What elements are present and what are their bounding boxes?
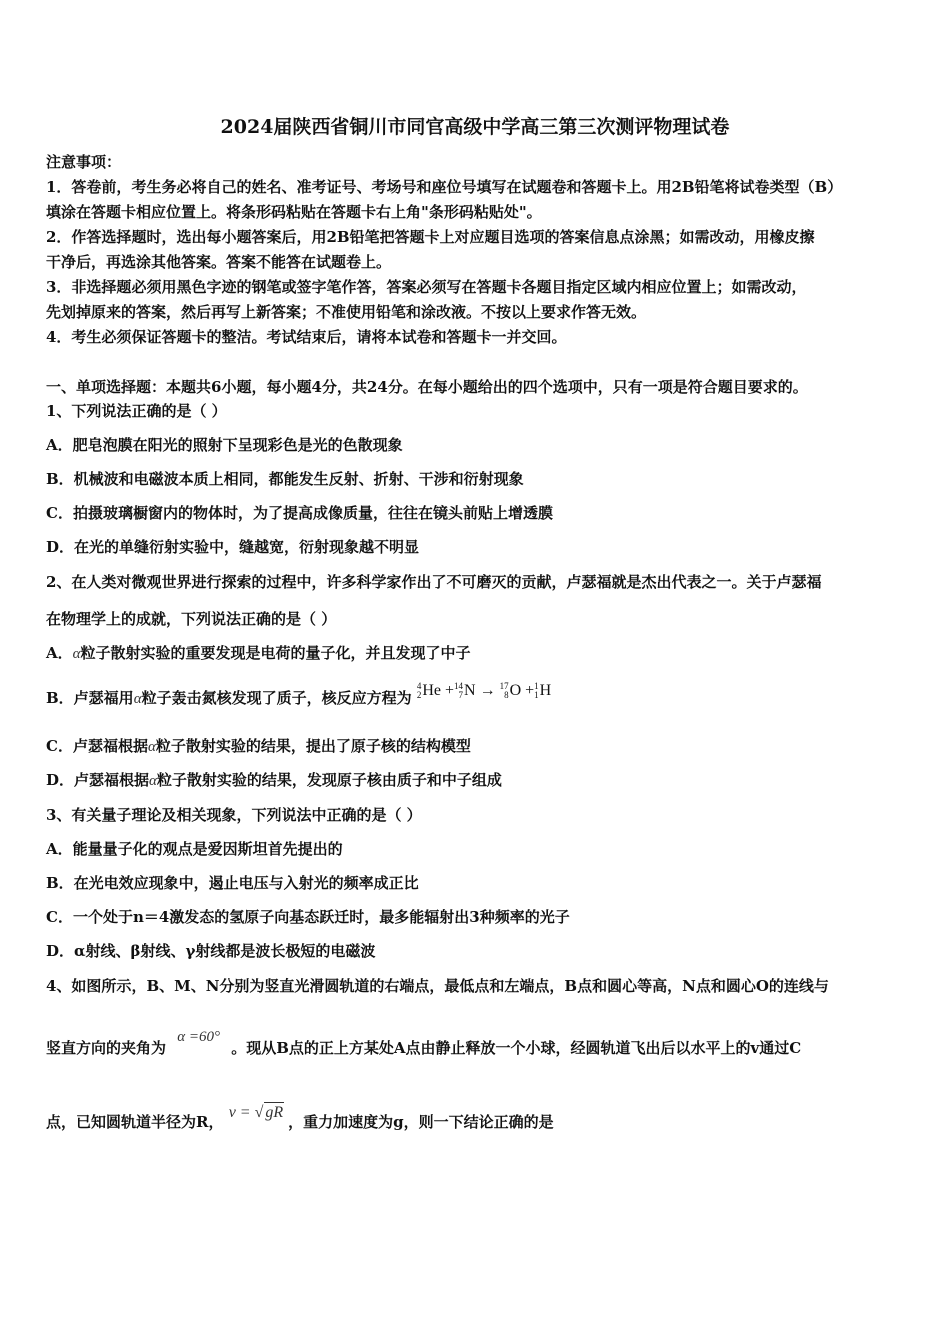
question-2-option-a: A．α粒子散射实验的重要发现是电荷的量子化，并且发现了中子 (46, 644, 471, 662)
velocity-formula: v = √ gR (228, 1104, 284, 1121)
question-3-option-d: D．α射线、β射线、γ射线都是波长极短的电磁波 (46, 942, 376, 960)
question-2-option-b: B．卢瑟福用α粒子轰击氮核发现了质子，核反应方程为 4 2 He + 14 7 N → 17 8 O + 1 1 H (46, 681, 552, 707)
question-3-stem: 3、有关量子理论及相关现象，下列说法中正确的是（ ） (46, 806, 422, 824)
notice-line: 2．作答选择题时，选出每小题答案后，用2B铅笔把答题卡上对应题目选项的答案信息点涂黑；如需改动，用橡皮擦 (46, 228, 815, 246)
nuclear-equation: 4 2 He + 14 7 N → 17 8 O + 1 1 H (416, 681, 552, 701)
angle-formula: α =60° (177, 1029, 220, 1045)
question-3-option-a: A．能量量子化的观点是爱因斯坦首先提出的 (46, 840, 343, 858)
notice-line: 填涂在答题卡相应位置上。将条形码粘贴在答题卡右上角"条形码粘贴处"。 (46, 203, 542, 221)
sqrt-sign: √ (254, 1104, 264, 1121)
question-4-line-2: 竖直方向的夹角为 α =60° 。现从B点的正上方某处A点由静止释放一个小球，经圆轨道飞出后以水平上的v通过C (46, 1029, 802, 1057)
question-1-option-b: B．机械波和电磁波本质上相同，都能发生反射、折射、干涉和衍射现象 (46, 470, 524, 488)
question-1-stem: 1、下列说法正确的是（ ） (46, 402, 227, 420)
question-4-line-1: 4、如图所示，B、M、N分别为竖直光滑圆轨道的右端点，最低点和左端点，B点和圆心等高，N点和圆心O的连线与 (46, 977, 829, 995)
notice-line: 干净后，再选涂其他答案。答案不能答在试题卷上。 (46, 253, 392, 271)
question-2-option-d: D．卢瑟福根据α粒子散射实验的结果，发现原子核由质子和中子组成 (46, 771, 502, 789)
alpha-symbol: α (149, 773, 157, 789)
alpha-symbol: α (72, 646, 81, 662)
question-1-option-c: C．拍摄玻璃橱窗内的物体时，为了提高成像质量，往往在镜头前贴上增透膜 (46, 504, 553, 522)
notice-line: 1．答卷前，考生务必将自己的姓名、准考证号、考场号和座位号填写在试题卷和答题卡上。用2B铅笔将试卷类型（B） (46, 178, 843, 196)
notice-line: 先划掉原来的答案，然后再写上新答案；不准使用铅笔和涂改液。不按以上要求作答无效。 (46, 303, 647, 321)
alpha-symbol: α (133, 691, 142, 707)
notice-line: 4．考生必须保证答题卡的整洁。考试结束后，请将本试卷和答题卡一并交回。 (46, 328, 567, 346)
question-4-line-3: 点，已知圆轨道半径为R， v = √ gR ，重力加速度为g，则一下结论正确的是 (46, 1104, 554, 1131)
page-title: 2024届陕西省铜川市同官高级中学高三第三次测评物理试卷 (220, 116, 730, 138)
question-1-option-d: D．在光的单缝衍射实验中，缝越宽，衍射现象越不明显 (46, 538, 420, 556)
notice-line: 3．非选择题必须用黑色字迹的钢笔或签字笔作答，答案必须写在答题卡各题目指定区域内相应位置上；如需改动， (46, 278, 807, 296)
question-3-option-b: B．在光电效应现象中，遏止电压与入射光的频率成正比 (46, 874, 419, 892)
question-2-stem-cont: 在物理学上的成就，下列说法正确的是（ ） (46, 610, 337, 628)
alpha-symbol: α (147, 739, 156, 755)
section-heading: 一、单项选择题：本题共6小题，每小题4分，共24分。在每小题给出的四个选项中，只有一项是符合题目要求的。 (46, 378, 808, 396)
question-3-option-c: C．一个处于n＝4激发态的氢原子向基态跃迁时，最多能辐射出3种频率的光子 (46, 908, 570, 926)
notice-heading: 注意事项： (46, 153, 122, 171)
question-2-option-c: C．卢瑟福根据α粒子散射实验的结果，提出了原子核的结构模型 (46, 737, 471, 755)
question-1-option-a: A．肥皂泡膜在阳光的照射下呈现彩色是光的色散现象 (46, 436, 403, 454)
question-2-stem: 2、在人类对微观世界进行探索的过程中，许多科学家作出了不可磨灭的贡献，卢瑟福就是杰出代表之一。关于卢瑟福 (46, 573, 822, 591)
